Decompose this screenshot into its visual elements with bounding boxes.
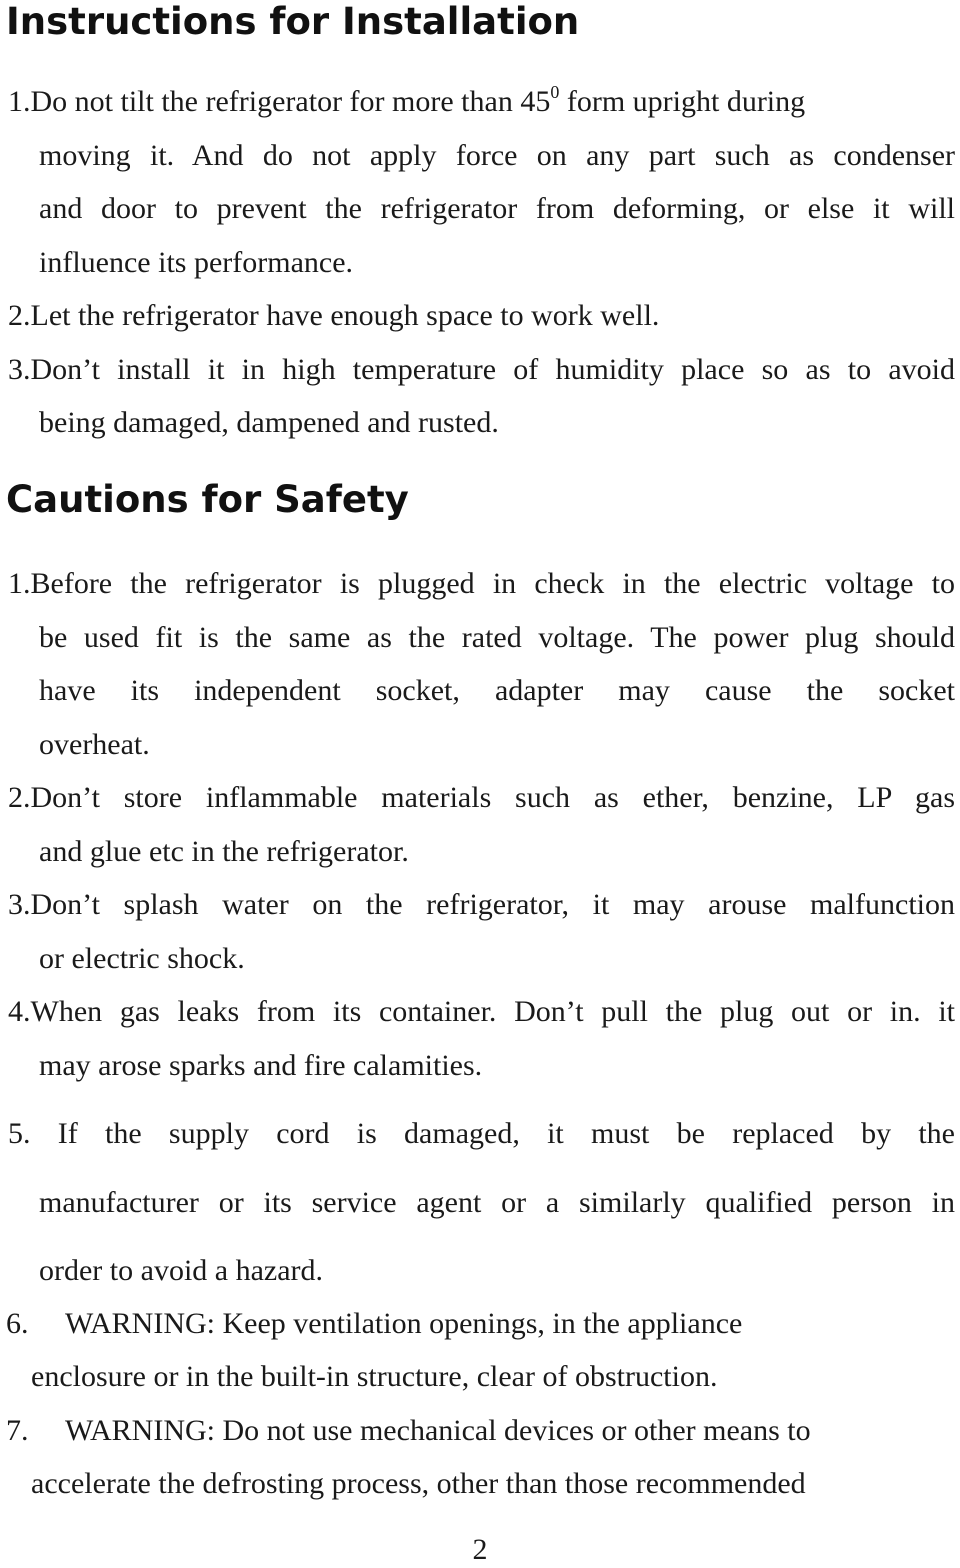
installation-heading: Instructions for Installation bbox=[6, 0, 580, 43]
safety-item-7-number: 7. bbox=[6, 1414, 29, 1447]
safety-item-5-line-2: manufacturer or its service agent or a similarly qualified person in bbox=[39, 1186, 955, 1219]
safety-item-6-line-2: enclosure or in the built-in structure, clear of obstruction. bbox=[31, 1360, 718, 1393]
installation-item-1-line-4: influence its performance. bbox=[39, 246, 354, 279]
safety-item-2-line-1: 2.Don’t store inflammable materials such as ether, benzine, LP gas bbox=[8, 781, 955, 814]
safety-item-5-line-1: 5. If the supply cord is damaged, it must be replaced by the bbox=[8, 1117, 955, 1150]
safety-item-1-line-3: have its independent socket, adapter may cause the socket bbox=[39, 674, 955, 707]
safety-item-1-line-4: overheat. bbox=[39, 728, 150, 761]
safety-item-2-line-2: and glue etc in the refrigerator. bbox=[39, 835, 409, 868]
safety-item-7-line-1: WARNING: Do not use mechanical devices or other means to bbox=[65, 1414, 811, 1447]
installation-item-3-line-2: being damaged, dampened and rusted. bbox=[39, 406, 499, 439]
safety-item-6-line-1: WARNING: Keep ventilation openings, in the appliance bbox=[65, 1307, 743, 1340]
installation-item-1-line-2: moving it. And do not apply force on any part such as condenser bbox=[39, 139, 955, 172]
installation-item-1-text: 1.Do not tilt the refrigerator for more than 45 bbox=[8, 85, 551, 118]
safety-item-4-line-1: 4.When gas leaks from its container. Don’t pull the plug out or in. it bbox=[8, 995, 955, 1028]
safety-item-6-number: 6. bbox=[6, 1307, 29, 1340]
installation-item-1-line-3: and door to prevent the refrigerator from deforming, or else it will bbox=[39, 192, 955, 225]
safety-item-3-line-2: or electric shock. bbox=[39, 942, 245, 975]
page-number: 2 bbox=[472, 1533, 488, 1566]
safety-item-4-line-2: may arose sparks and fire calamities. bbox=[39, 1049, 483, 1082]
safety-heading: Cautions for Safety bbox=[6, 478, 409, 521]
safety-item-5-line-3: order to avoid a hazard. bbox=[39, 1254, 324, 1287]
safety-item-1-line-2: be used fit is the same as the rated voltage. The power plug should bbox=[39, 621, 955, 654]
installation-item-3-line-1: 3.Don’t install it in high temperature of humidity place so as to avoid bbox=[8, 353, 955, 386]
installation-item-2-line-1: 2.Let the refrigerator have enough space to work well. bbox=[8, 299, 660, 332]
safety-item-1-line-1: 1.Before the refrigerator is plugged in check in the electric voltage to bbox=[8, 567, 955, 600]
installation-item-1-text-end: form upright during bbox=[559, 85, 806, 118]
degree-superscript: 0 bbox=[550, 82, 560, 102]
safety-item-3-line-1: 3.Don’t splash water on the refrigerator, it may arouse malfunction bbox=[8, 888, 955, 921]
safety-item-7-line-2: accelerate the defrosting process, other than those recommended bbox=[31, 1467, 806, 1500]
installation-item-1-line-1 bbox=[8, 84, 805, 120]
